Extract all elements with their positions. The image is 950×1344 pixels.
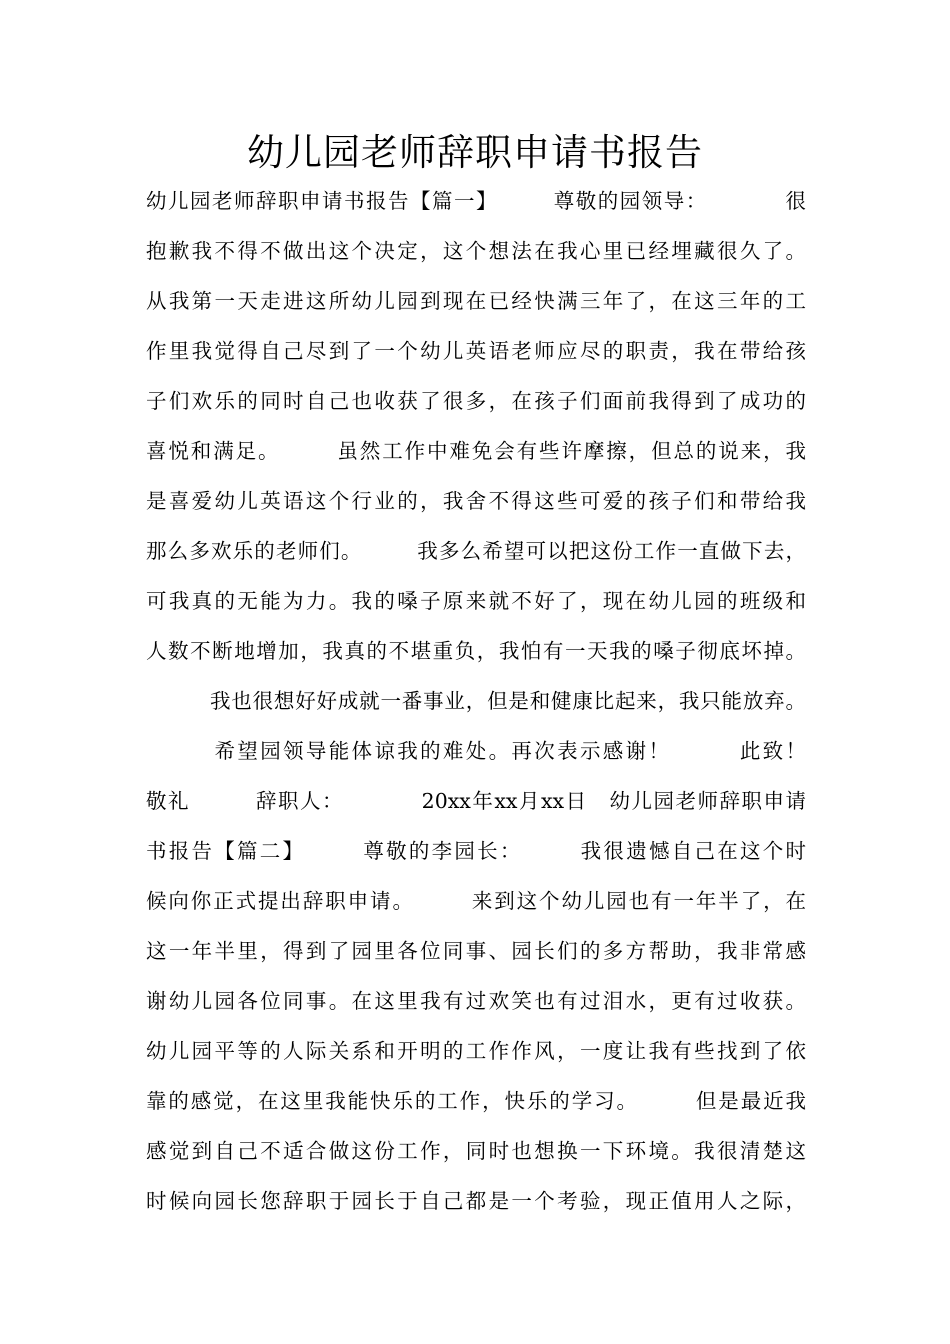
text-line: 抱歉我不得不做出这个决定，这个想法在我心里已经埋藏很久了。 (146, 239, 806, 263)
text-line: 敬礼 辞职人： 20xx年xx月xx日 幼儿园老师辞职申请 (146, 789, 806, 813)
text-line: 这一年半里，得到了园里各位同事、园长们的多方帮助，我非常感 (146, 939, 806, 963)
text-line: 从我第一天走进这所幼儿园到现在已经快满三年了，在这三年的工 (146, 289, 806, 313)
text-line: 作里我觉得自己尽到了一个幼儿英语老师应尽的职责，我在带给孩 (146, 339, 806, 363)
text-line: 时候向园长您辞职于园长于自己都是一个考验，现正值用人之际， (146, 1189, 806, 1213)
text-line: 是喜爱幼儿英语这个行业的，我舍不得这些可爱的孩子们和带给我 (146, 489, 806, 513)
text-line: 喜悦和满足。 虽然工作中难免会有些许摩擦，但总的说来，我 (146, 439, 806, 463)
text-line: 那么多欢乐的老师们。 我多么希望可以把这份工作一直做下去， (146, 539, 806, 563)
text-line: 候向你正式提出辞职申请。 来到这个幼儿园也有一年半了，在 (146, 889, 806, 913)
text-line: 希望园领导能体谅我的难处。再次表示感谢！ 此致！ (146, 739, 806, 763)
text-line: 感觉到自己不适合做这份工作，同时也想换一下环境。我很清楚这 (146, 1139, 806, 1163)
text-line: 可我真的无能为力。我的嗓子原来就不好了，现在幼儿园的班级和 (146, 589, 806, 613)
text-line: 幼儿园老师辞职申请书报告【篇一】 尊敬的园领导： 很 (146, 189, 806, 213)
document-body (146, 176, 806, 1226)
text-line: 靠的感觉，在这里我能快乐的工作，快乐的学习。 但是最近我 (146, 1089, 806, 1113)
text-line: 谢幼儿园各位同事。在这里我有过欢笑也有过泪水，更有过收获。 (146, 989, 806, 1013)
text-line: 幼儿园平等的人际关系和开明的工作作风，一度让我有些找到了依 (146, 1039, 806, 1063)
text-line: 书报告【篇二】 尊敬的李园长： 我很遗憾自己在这个时 (146, 839, 806, 863)
text-line: 我也很想好好成就一番事业，但是和健康比起来，我只能放弃。 (146, 689, 806, 713)
text-line: 子们欢乐的同时自己也收获了很多，在孩子们面前我得到了成功的 (146, 389, 806, 413)
text-line: 人数不断地增加，我真的不堪重负，我怕有一天我的嗓子彻底坏掉。 (146, 639, 806, 663)
document-title: 幼儿园老师辞职申请书报告 (247, 131, 703, 174)
